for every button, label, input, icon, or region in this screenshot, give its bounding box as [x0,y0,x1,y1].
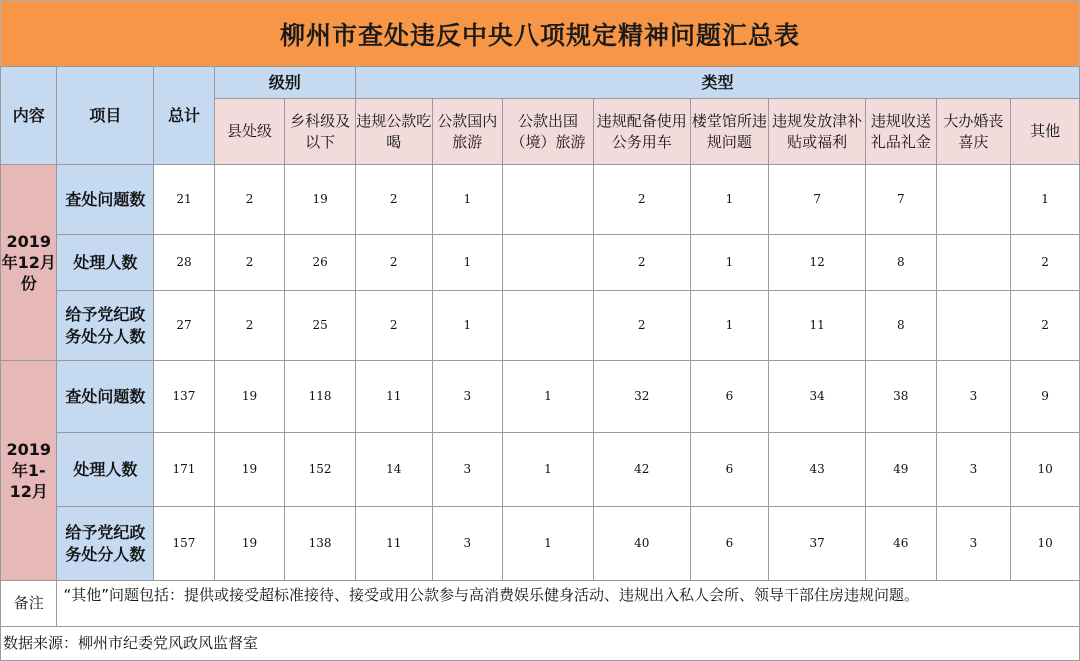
data-cell: 2 [593,235,690,291]
data-cell: 6 [690,361,769,433]
data-cell: 2 [593,291,690,361]
data-cell: 2 [593,165,690,235]
data-cell: 3 [936,361,1011,433]
data-cell: 1 [432,291,503,361]
row-item-label: 给予党纪政务处分人数 [57,291,154,361]
data-cell: 2 [1011,235,1080,291]
data-cell: 38 [866,361,937,433]
data-cell: 118 [285,361,356,433]
data-cell: 7 [769,165,866,235]
data-cell: 1 [503,361,594,433]
header-type-3: 违规配备使用公务用车 [593,99,690,165]
period-label: 2019年12月份 [1,165,57,361]
data-cell: 12 [769,235,866,291]
header-type-7: 大办婚丧喜庆 [936,99,1011,165]
table-row [1,165,1080,235]
data-cell: 2 [355,291,432,361]
table-row [1,507,1080,581]
data-cell: 10 [1011,433,1080,507]
table-row [1,361,1080,433]
row-item-label: 查处问题数 [57,165,154,235]
header-type-0: 违规公款吃喝 [355,99,432,165]
table-row [1,291,1080,361]
data-cell: 25 [285,291,356,361]
data-source: 数据来源：柳州市纪委党风政风监督室 [1,627,1080,661]
data-cell [503,235,594,291]
data-cell: 19 [214,507,285,581]
row-item-label: 给予党纪政务处分人数 [57,507,154,581]
data-cell: 11 [769,291,866,361]
data-cell [503,291,594,361]
data-cell: 3 [432,361,503,433]
data-cell: 40 [593,507,690,581]
data-cell: 2 [214,291,285,361]
data-cell [503,165,594,235]
data-cell: 6 [690,507,769,581]
header-level-1: 乡科级及以下 [285,99,356,165]
header-type-1: 公款国内旅游 [432,99,503,165]
data-cell: 10 [1011,507,1080,581]
row-item-label: 查处问题数 [57,361,154,433]
data-cell: 1 [432,165,503,235]
data-cell: 3 [936,433,1011,507]
data-cell: 1 [432,235,503,291]
data-cell: 32 [593,361,690,433]
data-cell: 34 [769,361,866,433]
table-row [1,433,1080,507]
data-cell: 2 [214,165,285,235]
data-cell: 1 [690,235,769,291]
data-cell: 171 [154,433,214,507]
data-cell: 9 [1011,361,1080,433]
header-level-0: 县处级 [214,99,285,165]
data-cell: 7 [866,165,937,235]
data-cell: 1 [690,165,769,235]
table-title: 柳州市查处违反中央八项规定精神问题汇总表 [0,0,1080,66]
period-label: 2019年1-12月 [1,361,57,581]
data-cell [936,165,1011,235]
data-cell: 43 [769,433,866,507]
data-cell: 1 [690,291,769,361]
data-cell: 27 [154,291,214,361]
data-cell: 152 [285,433,356,507]
data-cell: 19 [214,361,285,433]
data-cell: 46 [866,507,937,581]
data-cell: 8 [866,235,937,291]
data-cell: 19 [214,433,285,507]
header-type-4: 楼堂馆所违规问题 [690,99,769,165]
header-level-group: 级别 [214,67,355,99]
row-item-label: 处理人数 [57,433,154,507]
data-cell: 8 [866,291,937,361]
data-cell [936,291,1011,361]
data-cell: 2 [355,235,432,291]
header-total: 总计 [154,67,214,165]
data-cell: 3 [432,433,503,507]
header-type-5: 违规发放津补贴或福利 [769,99,866,165]
data-cell: 137 [154,361,214,433]
data-cell: 138 [285,507,356,581]
header-item: 项目 [57,67,154,165]
data-cell: 2 [1011,291,1080,361]
data-cell: 26 [285,235,356,291]
data-cell: 19 [285,165,356,235]
summary-table [0,66,1080,661]
header-type-2: 公款出国（境）旅游 [503,99,594,165]
data-cell: 21 [154,165,214,235]
header-type-6: 违规收送礼品礼金 [866,99,937,165]
header-content: 内容 [1,67,57,165]
data-cell: 42 [593,433,690,507]
data-cell: 14 [355,433,432,507]
data-cell: 1 [503,507,594,581]
data-cell: 3 [432,507,503,581]
data-cell: 1 [1011,165,1080,235]
header-type-8: 其他 [1011,99,1080,165]
row-item-label: 处理人数 [57,235,154,291]
data-cell: 1 [503,433,594,507]
data-cell: 3 [936,507,1011,581]
note-label: 备注 [1,581,57,627]
data-cell: 37 [769,507,866,581]
table-row [1,235,1080,291]
data-cell: 11 [355,507,432,581]
data-cell: 157 [154,507,214,581]
note-text: “其他”问题包括：提供或接受超标准接待、接受或用公款参与高消费娱乐健身活动、违规出入私人会所、领导干部住房违规问题。 [57,581,1080,627]
data-cell: 49 [866,433,937,507]
data-cell: 28 [154,235,214,291]
header-type-group: 类型 [355,67,1079,99]
data-cell: 2 [355,165,432,235]
data-cell: 6 [690,433,769,507]
data-cell [936,235,1011,291]
data-cell: 11 [355,361,432,433]
data-cell: 2 [214,235,285,291]
